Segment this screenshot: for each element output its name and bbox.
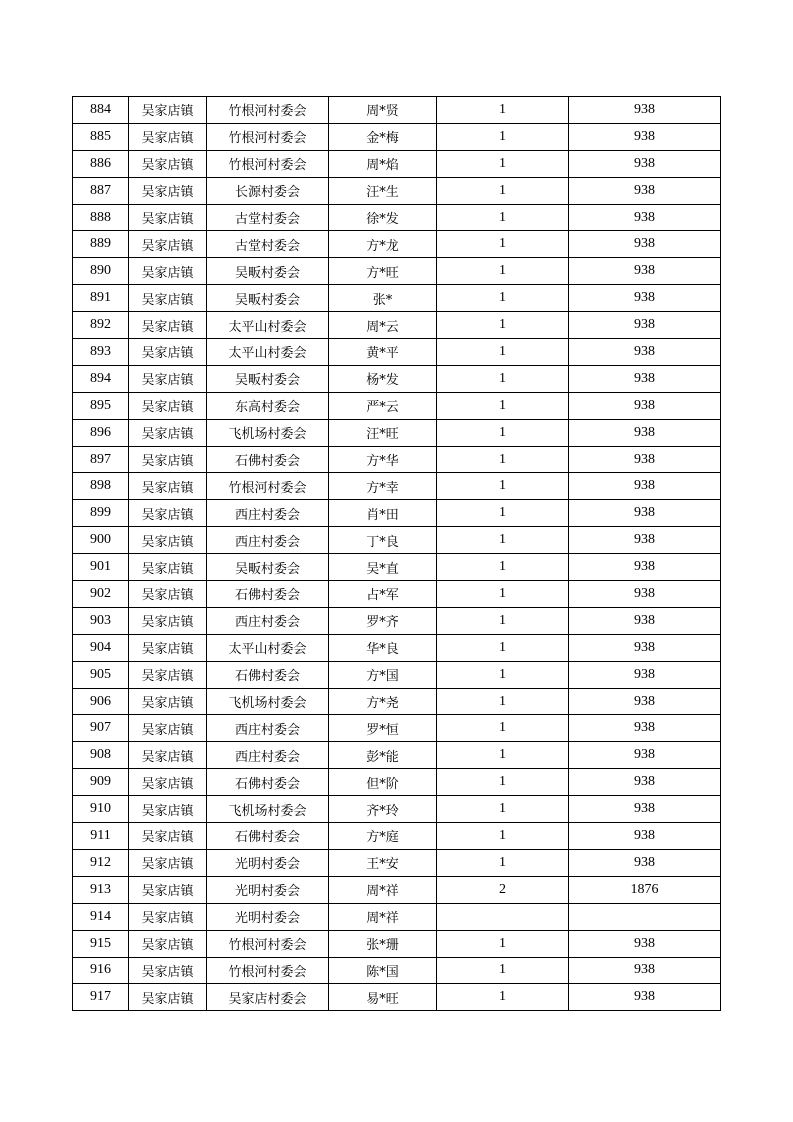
- cell-count: 1: [437, 796, 569, 823]
- cell-village: 吴畈村委会: [207, 285, 329, 312]
- table-row: [73, 204, 721, 231]
- cell-amount: 938: [569, 984, 721, 1011]
- table-row: [73, 715, 721, 742]
- cell-count: 1: [437, 984, 569, 1011]
- cell-name: 汪*旺: [329, 419, 437, 446]
- cell-amount: 938: [569, 177, 721, 204]
- cell-name: 方*幸: [329, 473, 437, 500]
- cell-number: 891: [73, 285, 129, 312]
- cell-name: 黄*平: [329, 339, 437, 366]
- cell-village: 石佛村委会: [207, 446, 329, 473]
- cell-name: 张*: [329, 285, 437, 312]
- cell-name: 占*军: [329, 581, 437, 608]
- cell-number: 892: [73, 312, 129, 339]
- table-row: [73, 823, 721, 850]
- cell-amount: 938: [569, 930, 721, 957]
- cell-village: 竹根河村委会: [207, 957, 329, 984]
- cell-town: 吴家店镇: [129, 876, 207, 903]
- cell-amount: 938: [569, 473, 721, 500]
- cell-village: 竹根河村委会: [207, 930, 329, 957]
- cell-name: 周*祥: [329, 876, 437, 903]
- cell-town: 吴家店镇: [129, 446, 207, 473]
- cell-count: 1: [437, 339, 569, 366]
- cell-number: 914: [73, 903, 129, 930]
- cell-amount: 938: [569, 419, 721, 446]
- cell-town: 吴家店镇: [129, 634, 207, 661]
- cell-village: 光明村委会: [207, 903, 329, 930]
- cell-number: 909: [73, 769, 129, 796]
- cell-number: 906: [73, 688, 129, 715]
- cell-number: 900: [73, 527, 129, 554]
- cell-count: 1: [437, 392, 569, 419]
- cell-name: 周*焰: [329, 150, 437, 177]
- cell-town: 吴家店镇: [129, 554, 207, 581]
- cell-town: 吴家店镇: [129, 607, 207, 634]
- cell-count: 1: [437, 123, 569, 150]
- cell-town: 吴家店镇: [129, 365, 207, 392]
- cell-number: 886: [73, 150, 129, 177]
- cell-amount: 938: [569, 123, 721, 150]
- cell-amount: 938: [569, 688, 721, 715]
- cell-amount: 938: [569, 661, 721, 688]
- cell-village: 吴畈村委会: [207, 554, 329, 581]
- cell-village: 光明村委会: [207, 876, 329, 903]
- cell-number: 888: [73, 204, 129, 231]
- table-row: [73, 661, 721, 688]
- cell-town: 吴家店镇: [129, 473, 207, 500]
- table-row: [73, 796, 721, 823]
- cell-name: 陈*国: [329, 957, 437, 984]
- cell-amount: [569, 903, 721, 930]
- record-table: [72, 96, 721, 1011]
- cell-number: 896: [73, 419, 129, 446]
- cell-number: 894: [73, 365, 129, 392]
- table-row: [73, 177, 721, 204]
- table-row: [73, 930, 721, 957]
- cell-amount: 938: [569, 796, 721, 823]
- cell-count: 1: [437, 742, 569, 769]
- cell-count: [437, 903, 569, 930]
- cell-town: 吴家店镇: [129, 285, 207, 312]
- table-row: [73, 688, 721, 715]
- table-row: [73, 500, 721, 527]
- cell-count: 1: [437, 365, 569, 392]
- cell-town: 吴家店镇: [129, 527, 207, 554]
- table-row: [73, 392, 721, 419]
- table-row: [73, 984, 721, 1011]
- cell-amount: 938: [569, 446, 721, 473]
- cell-amount: 938: [569, 849, 721, 876]
- cell-town: 吴家店镇: [129, 231, 207, 258]
- cell-number: 887: [73, 177, 129, 204]
- cell-count: 1: [437, 607, 569, 634]
- cell-village: 吴畈村委会: [207, 365, 329, 392]
- cell-village: 石佛村委会: [207, 823, 329, 850]
- table-row: [73, 876, 721, 903]
- cell-count: 1: [437, 473, 569, 500]
- cell-number: 903: [73, 607, 129, 634]
- cell-name: 张*珊: [329, 930, 437, 957]
- cell-count: 1: [437, 150, 569, 177]
- cell-village: 飞机场村委会: [207, 419, 329, 446]
- table-row: [73, 554, 721, 581]
- cell-count: 1: [437, 581, 569, 608]
- cell-count: 1: [437, 823, 569, 850]
- cell-amount: 938: [569, 742, 721, 769]
- cell-name: 周*贤: [329, 97, 437, 124]
- cell-town: 吴家店镇: [129, 500, 207, 527]
- cell-village: 西庄村委会: [207, 742, 329, 769]
- cell-town: 吴家店镇: [129, 97, 207, 124]
- cell-name: 方*旺: [329, 258, 437, 285]
- cell-amount: 938: [569, 957, 721, 984]
- cell-name: 罗*齐: [329, 607, 437, 634]
- cell-amount: 938: [569, 500, 721, 527]
- cell-village: 西庄村委会: [207, 715, 329, 742]
- cell-amount: 938: [569, 527, 721, 554]
- cell-amount: 938: [569, 339, 721, 366]
- cell-number: 885: [73, 123, 129, 150]
- cell-town: 吴家店镇: [129, 150, 207, 177]
- cell-village: 飞机场村委会: [207, 796, 329, 823]
- cell-count: 1: [437, 715, 569, 742]
- cell-count: 1: [437, 634, 569, 661]
- cell-town: 吴家店镇: [129, 661, 207, 688]
- cell-number: 897: [73, 446, 129, 473]
- cell-name: 周*云: [329, 312, 437, 339]
- table-row: [73, 849, 721, 876]
- cell-amount: 1876: [569, 876, 721, 903]
- cell-number: 905: [73, 661, 129, 688]
- cell-number: 898: [73, 473, 129, 500]
- cell-town: 吴家店镇: [129, 258, 207, 285]
- table-row: [73, 446, 721, 473]
- cell-name: 彭*能: [329, 742, 437, 769]
- cell-amount: 938: [569, 365, 721, 392]
- cell-count: 1: [437, 177, 569, 204]
- cell-village: 石佛村委会: [207, 581, 329, 608]
- cell-number: 917: [73, 984, 129, 1011]
- table-row: [73, 365, 721, 392]
- cell-village: 长源村委会: [207, 177, 329, 204]
- cell-village: 吴家店村委会: [207, 984, 329, 1011]
- cell-amount: 938: [569, 392, 721, 419]
- cell-number: 902: [73, 581, 129, 608]
- cell-name: 罗*恒: [329, 715, 437, 742]
- cell-count: 1: [437, 419, 569, 446]
- cell-count: 1: [437, 500, 569, 527]
- cell-town: 吴家店镇: [129, 177, 207, 204]
- cell-number: 915: [73, 930, 129, 957]
- cell-amount: 938: [569, 258, 721, 285]
- table-row: [73, 339, 721, 366]
- cell-count: 1: [437, 97, 569, 124]
- cell-village: 竹根河村委会: [207, 150, 329, 177]
- cell-number: 899: [73, 500, 129, 527]
- cell-village: 吴畈村委会: [207, 258, 329, 285]
- table-row: [73, 97, 721, 124]
- cell-name: 严*云: [329, 392, 437, 419]
- cell-amount: 938: [569, 97, 721, 124]
- cell-amount: 938: [569, 150, 721, 177]
- cell-village: 古堂村委会: [207, 204, 329, 231]
- table-row: [73, 123, 721, 150]
- cell-amount: 938: [569, 715, 721, 742]
- cell-name: 周*祥: [329, 903, 437, 930]
- cell-number: 904: [73, 634, 129, 661]
- cell-town: 吴家店镇: [129, 984, 207, 1011]
- cell-name: 金*梅: [329, 123, 437, 150]
- cell-name: 汪*生: [329, 177, 437, 204]
- cell-count: 1: [437, 446, 569, 473]
- cell-number: 890: [73, 258, 129, 285]
- cell-count: 1: [437, 769, 569, 796]
- table-row: [73, 312, 721, 339]
- cell-amount: 938: [569, 285, 721, 312]
- cell-name: 但*阶: [329, 769, 437, 796]
- cell-village: 古堂村委会: [207, 231, 329, 258]
- cell-amount: 938: [569, 769, 721, 796]
- cell-count: 1: [437, 527, 569, 554]
- cell-amount: 938: [569, 231, 721, 258]
- cell-number: 913: [73, 876, 129, 903]
- cell-number: 907: [73, 715, 129, 742]
- cell-town: 吴家店镇: [129, 419, 207, 446]
- cell-count: 1: [437, 285, 569, 312]
- cell-village: 石佛村委会: [207, 661, 329, 688]
- table-row: [73, 285, 721, 312]
- table-row: [73, 581, 721, 608]
- cell-village: 竹根河村委会: [207, 473, 329, 500]
- cell-count: 1: [437, 312, 569, 339]
- table-row: [73, 150, 721, 177]
- cell-name: 方*尧: [329, 688, 437, 715]
- cell-count: 1: [437, 258, 569, 285]
- cell-count: 1: [437, 661, 569, 688]
- cell-town: 吴家店镇: [129, 688, 207, 715]
- cell-number: 912: [73, 849, 129, 876]
- cell-amount: 938: [569, 823, 721, 850]
- cell-village: 太平山村委会: [207, 634, 329, 661]
- cell-number: 889: [73, 231, 129, 258]
- cell-count: 1: [437, 688, 569, 715]
- cell-town: 吴家店镇: [129, 769, 207, 796]
- cell-name: 方*华: [329, 446, 437, 473]
- cell-town: 吴家店镇: [129, 339, 207, 366]
- cell-amount: 938: [569, 607, 721, 634]
- cell-number: 893: [73, 339, 129, 366]
- table-row: [73, 258, 721, 285]
- cell-count: 1: [437, 554, 569, 581]
- cell-amount: 938: [569, 634, 721, 661]
- cell-number: 911: [73, 823, 129, 850]
- cell-name: 丁*良: [329, 527, 437, 554]
- cell-village: 石佛村委会: [207, 769, 329, 796]
- cell-amount: 938: [569, 312, 721, 339]
- table-row: [73, 527, 721, 554]
- cell-village: 东高村委会: [207, 392, 329, 419]
- cell-town: 吴家店镇: [129, 392, 207, 419]
- cell-number: 901: [73, 554, 129, 581]
- table-row: [73, 957, 721, 984]
- table-row: [73, 231, 721, 258]
- cell-count: 1: [437, 849, 569, 876]
- cell-count: 1: [437, 957, 569, 984]
- cell-village: 光明村委会: [207, 849, 329, 876]
- cell-town: 吴家店镇: [129, 849, 207, 876]
- cell-town: 吴家店镇: [129, 823, 207, 850]
- cell-name: 齐*玲: [329, 796, 437, 823]
- table-row: [73, 419, 721, 446]
- cell-name: 吴*直: [329, 554, 437, 581]
- cell-count: 1: [437, 231, 569, 258]
- cell-amount: 938: [569, 554, 721, 581]
- cell-name: 徐*发: [329, 204, 437, 231]
- table-row: [73, 473, 721, 500]
- cell-amount: 938: [569, 581, 721, 608]
- cell-name: 肖*田: [329, 500, 437, 527]
- cell-name: 方*龙: [329, 231, 437, 258]
- cell-village: 太平山村委会: [207, 339, 329, 366]
- table-row: [73, 634, 721, 661]
- cell-name: 方*庭: [329, 823, 437, 850]
- cell-name: 杨*发: [329, 365, 437, 392]
- cell-village: 飞机场村委会: [207, 688, 329, 715]
- cell-village: 竹根河村委会: [207, 123, 329, 150]
- cell-village: 太平山村委会: [207, 312, 329, 339]
- cell-count: 1: [437, 204, 569, 231]
- cell-village: 西庄村委会: [207, 527, 329, 554]
- cell-town: 吴家店镇: [129, 957, 207, 984]
- table-row: [73, 742, 721, 769]
- cell-town: 吴家店镇: [129, 581, 207, 608]
- table-row: [73, 607, 721, 634]
- cell-name: 王*安: [329, 849, 437, 876]
- table-body: [73, 97, 721, 1011]
- cell-town: 吴家店镇: [129, 930, 207, 957]
- cell-name: 易*旺: [329, 984, 437, 1011]
- cell-number: 916: [73, 957, 129, 984]
- cell-town: 吴家店镇: [129, 312, 207, 339]
- table-row: [73, 903, 721, 930]
- cell-name: 华*良: [329, 634, 437, 661]
- cell-number: 908: [73, 742, 129, 769]
- cell-town: 吴家店镇: [129, 903, 207, 930]
- cell-count: 2: [437, 876, 569, 903]
- cell-number: 884: [73, 97, 129, 124]
- cell-number: 910: [73, 796, 129, 823]
- cell-count: 1: [437, 930, 569, 957]
- cell-village: 西庄村委会: [207, 607, 329, 634]
- cell-town: 吴家店镇: [129, 204, 207, 231]
- cell-number: 895: [73, 392, 129, 419]
- cell-village: 西庄村委会: [207, 500, 329, 527]
- cell-amount: 938: [569, 204, 721, 231]
- cell-village: 竹根河村委会: [207, 97, 329, 124]
- table-row: [73, 769, 721, 796]
- cell-town: 吴家店镇: [129, 715, 207, 742]
- cell-town: 吴家店镇: [129, 796, 207, 823]
- cell-town: 吴家店镇: [129, 742, 207, 769]
- cell-name: 方*国: [329, 661, 437, 688]
- cell-town: 吴家店镇: [129, 123, 207, 150]
